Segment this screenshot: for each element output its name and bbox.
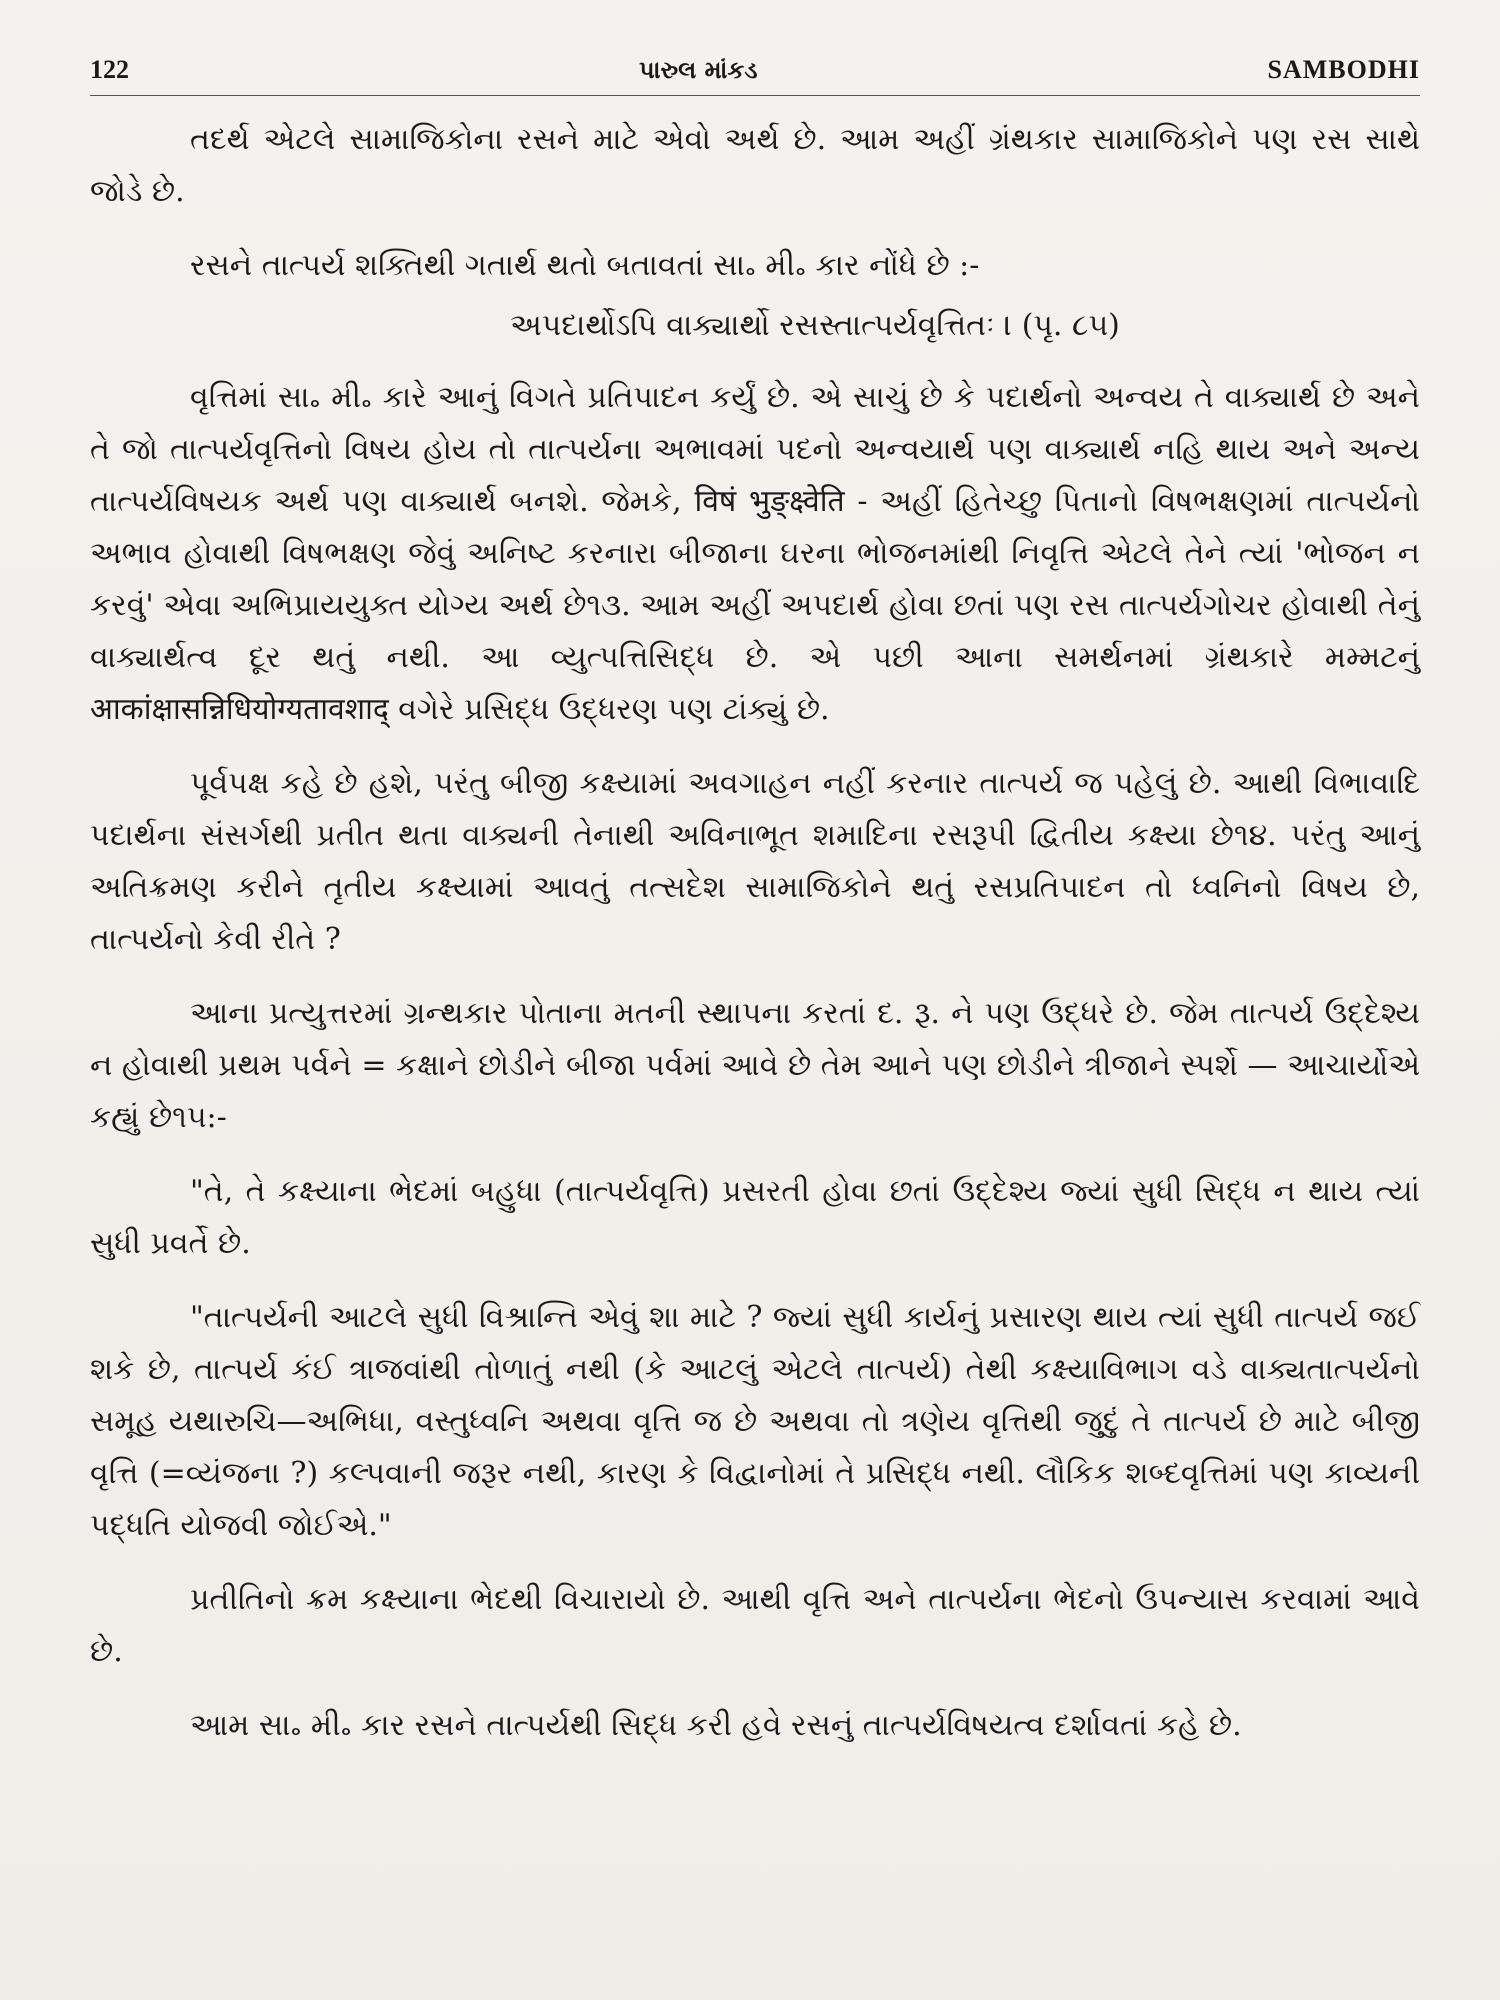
journal-name: SAMBODHI <box>1267 55 1420 84</box>
sanskrit-verse: અપદાર્થોઽપિ વાક્યાર્થો રસસ્તાત્પર્યવૃત્તિતઃ । (પૃ. ૮૫) <box>510 308 1120 343</box>
quote-paragraph: "તે, તે કક્ષ્યાના ભેદમાં બહુધા (તાત્પર્યવૃત્તિ) પ્રસરતી હોવા છતાં ઉદ્દેશ્ય જ્યાં સુધી સિદ્ધ ન થાય ત્યાં સુધી પ્રવર્તે છે. <box>90 1174 1420 1261</box>
paragraph: આમ સા૰ મી૰ કાર રસને તાત્પર્યથી સિદ્ધ કરી હવે રસનું તાત્પર્યવિષયત્વ દર્શાવતાં કહે છે. <box>190 1708 1242 1743</box>
paragraph: આના પ્રત્યુત્તરમાં ગ્રન્થકાર પોતાના મતની સ્થાપના કરતાં દ. રૂ. ને પણ ઉદ્ધરે છે. જેમ તાત્પર્ય ઉદ્દેશ્ય ન હોવાથી પ્રથમ પર્વને = કક્ષાને છોડીને બીજા પર્વમાં આવે છે તેમ આને પણ છોડીને ત્રીજાને સ્પર્શે — આચાર્યોએ કહ્યું છે૧૫:- <box>90 996 1420 1135</box>
page-number: 122 <box>90 55 129 84</box>
running-title: પારુલ માંકડ <box>639 55 758 84</box>
footer-space <box>90 1774 1420 1784</box>
paragraph: વૃત્તિમાં સા૰ મી૰ કારે આનું વિગતે પ્રતિપાદન કર્યું છે. એ સાચું છે કે પદાર્થનો અન્વય તે વાક્યાર્થ છે અને તે જો તાત્પર્યવૃત્તિનો વિષય હોય તો તાત્પર્યના અભાવમાં પદનો અન્વયાર્થ પણ વાક્યાર્થ નહિ થાય અને અન્ય તાત્પર્યવિષયક અર્થ પણ વાક્યાર્થ બનશે. જેમકે, विषं भुङ्क्ष्वेति - અહીં હિતેચ્છુ પિતાનો વિષભક્ષણમાં તાત્પર્યનો અભાવ હોવાથી વિષભક્ષણ જેવું અનિષ્ટ કરનારા બીજાના ઘરના ભોજનમાંથી નિવૃત્તિ એટલે તેને ત્યાં 'ભોજન ન કરવું' એવા અભિપ્રાયયુક્ત યોગ્ય અર્થ છે૧૩. આમ અહીં અપદાર્થ હોવા છતાં પણ રસ તાત્પર્યગોચર હોવાથી તેનું વાક્યાર્થત્વ દૂર થતું નથી. આ વ્યુત્પત્તિસિદ્ધ છે. એ પછી આના સમર્થનમાં ગ્રંથકારે મમ્મટનું आकांक्षासन्निधियोग्यतावशाद् વગેરે પ્રસિદ્ધ ઉદ્ધરણ પણ ટાંક્યું છે. <box>90 380 1420 727</box>
paragraph: પૂર્વપક્ષ કહે છે હશે, પરંતુ બીજી કક્ષ્યામાં અવગાહન નહીં કરનાર તાત્પર્ય જ પહેલું છે. આથી વિભાવાદિ પદાર્થના સંસર્ગથી પ્રતીત થતા વાક્યની તેનાથી અવિનાભૂત શમાદિના રસરૂપી દ્વિતીય કક્ષ્યા છે૧૪. પરંતુ આનું અતિક્રમણ કરીને તૃતીય કક્ષ્યામાં આવતું તત્સદેશ સામાજિકોને થતું રસપ્રતિપાદન તો ધ્વનિનો વિષય છે, તાત્પર્યનો કેવી રીતે ? <box>90 766 1420 957</box>
body-text <box>90 114 1420 1752</box>
paragraph: તદર્થ એટલે સામાજિકોના રસને માટે એવો અર્થ છે. આમ અહીં ગ્રંથકાર સામાજિકોને પણ રસ સાથે જોડે છે. <box>90 122 1420 209</box>
paragraph: રસને તાત્પર્ય શક્તિથી ગતાર્થ થતો બતાવતાં સા૰ મી૰ કાર નોંધે છે :- <box>190 248 980 283</box>
paragraph: પ્રતીતિનો ક્રમ કક્ષ્યાના ભેદથી વિચારાયો છે. આથી વૃત્તિ અને તાત્પર્યના ભેદનો ઉપન્યાસ કરવામાં આવે છે. <box>90 1582 1420 1669</box>
page-header <box>90 55 1420 96</box>
quote-paragraph: "તાત્પર્યની આટલે સુધી વિશ્રાન્તિ એવું શા માટે ? જ્યાં સુધી કાર્યનું પ્રસારણ થાય ત્યાં સુધી તાત્પર્ય જઈ શકે છે, તાત્પર્ય કંઈ ત્રાજવાંથી તોળાતું નથી (કે આટલું એટલે તાત્પર્ય) તેથી કક્ષ્યાવિભાગ વડે વાક્યતાત્પર્યનો સમૂહ યથારુચિ—અભિધા, વસ્તુધ્વનિ અથવા વૃત્તિ જ છે અથવા તો ત્રણેય વૃત્તિથી જુદું તે તાત્પર્ય છે માટે બીજી વૃત્તિ (=વ્યંજના ?) કલ્પવાની જરૂર નથી, કારણ કે વિદ્વાનોમાં તે પ્રસિદ્ધ નથી. લૌકિક શબ્દવૃત્તિમાં પણ કાવ્યની પદ્ધતિ યોજવી જોઈએ." <box>90 1300 1420 1543</box>
